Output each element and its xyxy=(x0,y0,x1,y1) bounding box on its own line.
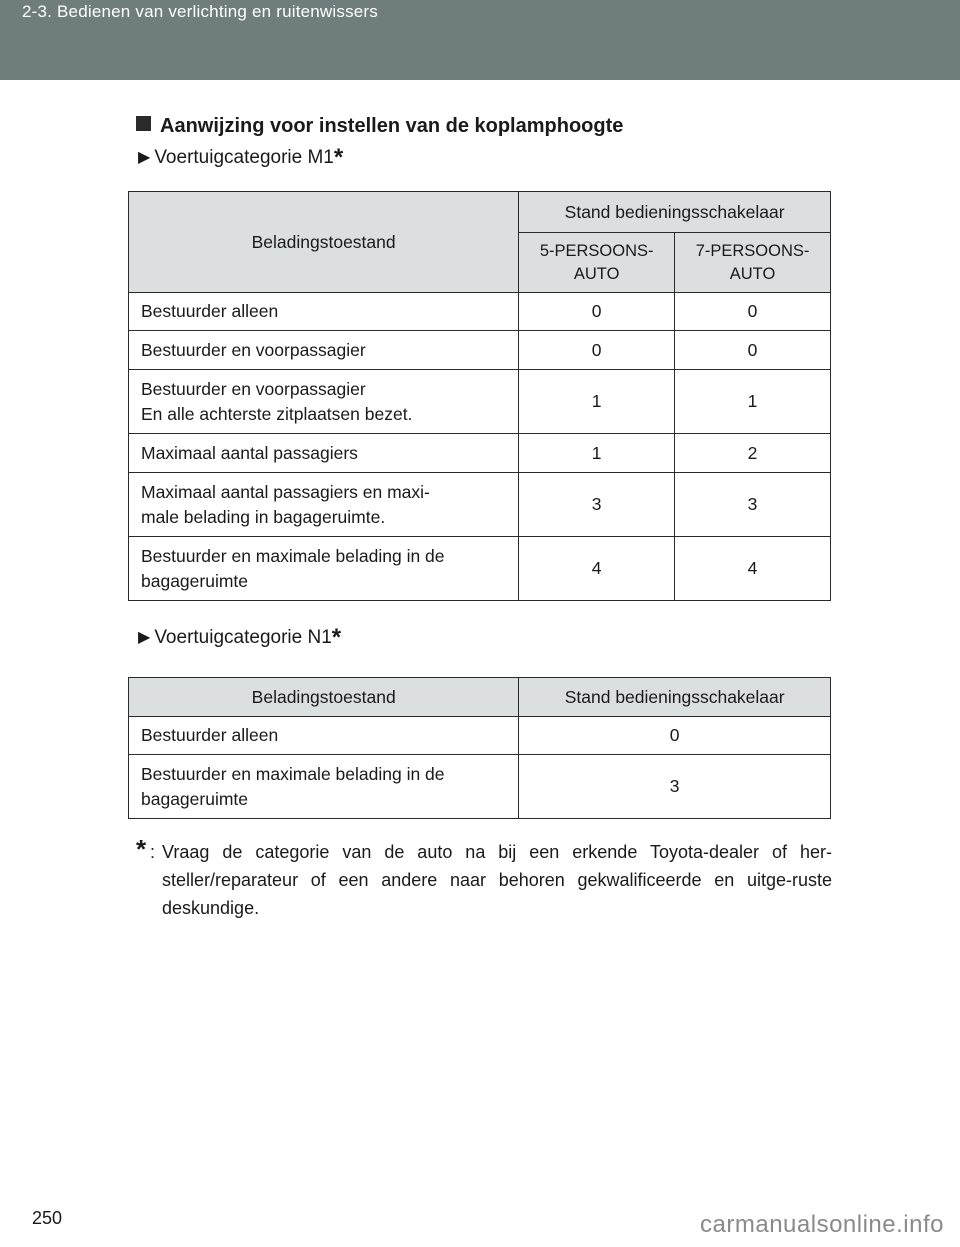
table-row xyxy=(129,473,831,537)
load-state-cell xyxy=(129,473,519,537)
section-heading xyxy=(136,112,623,140)
value-5-person: 3 xyxy=(519,473,675,537)
load-state-line: Bestuurder alleen xyxy=(141,301,279,321)
load-state-line: Bestuurder en maximale belading in de xyxy=(141,763,445,784)
value-switch-position: 0 xyxy=(519,717,831,755)
table-n1 xyxy=(128,677,831,819)
value-7-person: 0 xyxy=(675,331,831,370)
value-5-person: 1 xyxy=(519,434,675,473)
value-7-person: 2 xyxy=(675,434,831,473)
table-row xyxy=(129,434,831,473)
header-switch-position: Stand bedieningsschakelaar xyxy=(519,678,831,717)
table-row xyxy=(129,755,831,819)
value-7-person: 4 xyxy=(675,537,831,601)
value-5-person: 4 xyxy=(519,537,675,601)
footnote-text: Vraag de categorie van de auto na bij een erkende Toyota-dealer of her-steller/reparateur of een andere naar behoren gekwalificeerde en uitge-ruste deskundige. xyxy=(162,842,832,918)
asterisk-marker: * xyxy=(331,624,342,651)
table-row xyxy=(129,370,831,434)
value-5-person: 0 xyxy=(519,293,675,331)
triangle-right-icon: ▶ xyxy=(138,629,151,646)
load-state-cell xyxy=(129,331,519,370)
header-bar xyxy=(0,0,960,80)
value-5-person: 1 xyxy=(519,370,675,434)
table-row xyxy=(129,717,831,755)
footnote-colon: : xyxy=(150,842,156,862)
table-row xyxy=(129,537,831,601)
load-state-cell xyxy=(129,537,519,601)
square-bullet-icon xyxy=(136,116,151,131)
load-state-cell xyxy=(129,293,519,331)
value-5-person: 0 xyxy=(519,331,675,370)
value-switch-position: 3 xyxy=(519,755,831,819)
load-state-line: Bestuurder alleen xyxy=(141,725,279,745)
header-switch-position: Stand bedieningsschakelaar xyxy=(519,192,831,233)
table-row xyxy=(129,293,831,331)
table-row xyxy=(129,331,831,370)
watermark: carmanualsonline.info xyxy=(700,1211,944,1238)
load-state-line: Maximaal aantal passagiers en maxi- xyxy=(141,481,430,502)
value-7-person: 1 xyxy=(675,370,831,434)
category-n1-label: Voertuigcategorie N1 xyxy=(154,627,332,648)
category-m1 xyxy=(138,144,343,172)
load-state-line: male belading in bagageruimte. xyxy=(141,506,386,527)
header-load-state: Beladingstoestand xyxy=(129,192,519,293)
load-state-line: bagageruimte xyxy=(141,788,249,809)
value-7-person: 0 xyxy=(675,293,831,331)
footnote xyxy=(136,834,832,922)
load-state-line: bagageruimte xyxy=(141,570,249,591)
triangle-right-icon: ▶ xyxy=(138,149,151,166)
load-state-line: Bestuurder en voorpassagier xyxy=(141,378,366,399)
header-7-person: 7-PERSOONS-AUTO xyxy=(675,233,831,293)
load-state-cell xyxy=(129,370,519,434)
chapter-title: 2-3. Bedienen van verlichting en ruitenwissers xyxy=(22,2,378,21)
load-state-cell xyxy=(129,434,519,473)
table-m1 xyxy=(128,191,831,601)
header-load-state: Beladingstoestand xyxy=(129,678,519,717)
section-heading-text: Aanwijzing voor instellen van de koplamphoogte xyxy=(160,115,624,137)
load-state-line: Maximaal aantal passagiers xyxy=(141,442,358,463)
value-7-person: 3 xyxy=(675,473,831,537)
load-state-line: En alle achterste zitplaatsen bezet. xyxy=(141,403,413,424)
footnote-asterisk: * xyxy=(136,834,147,864)
header-5-person: 5-PERSOONS-AUTO xyxy=(519,233,675,293)
page-number: 250 xyxy=(32,1208,63,1228)
load-state-cell xyxy=(129,755,519,819)
category-m1-label: Voertuigcategorie M1 xyxy=(154,147,334,168)
load-state-line: Bestuurder en voorpassagier xyxy=(141,339,366,360)
load-state-line: Bestuurder en maximale belading in de xyxy=(141,545,445,566)
asterisk-marker: * xyxy=(333,144,344,171)
load-state-cell xyxy=(129,717,519,755)
category-n1 xyxy=(138,624,341,652)
